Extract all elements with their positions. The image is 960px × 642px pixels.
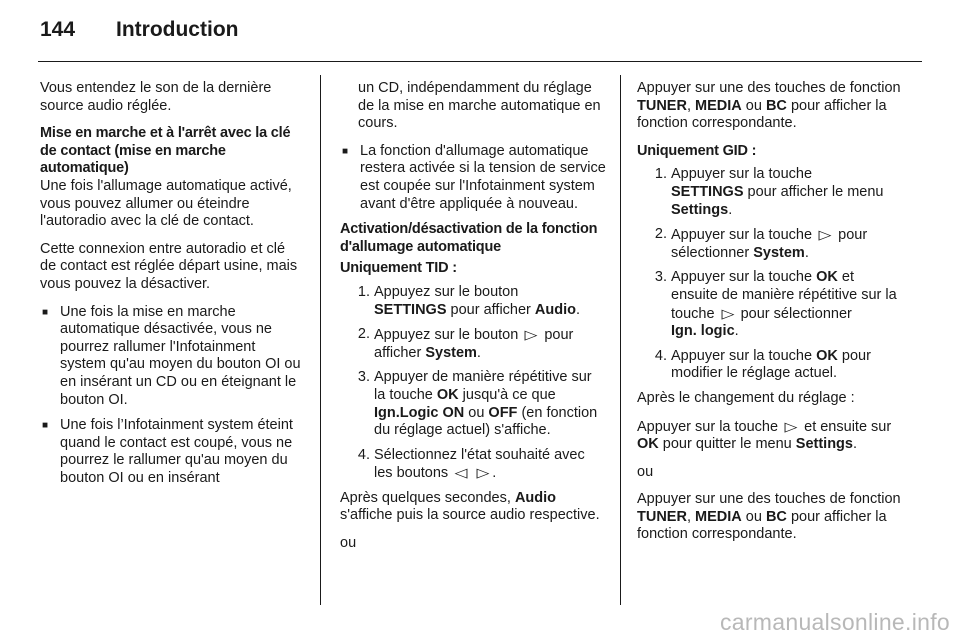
arrow-left-icon: ◁ [454, 465, 468, 481]
bullet-text: Une fois l’Infotainment system éteint quand le contact est coupé, vous ne pourrez le rallumer qu'au moyen du bouton OI ou en insérant [60, 417, 293, 486]
column-2 [340, 80, 606, 563]
arrow-right-icon: ▷ [818, 227, 832, 243]
list-item: 1. Appuyez sur le bouton SETTINGS pour afficher Audio. [357, 283, 581, 318]
arrow-right-icon: ▷ [476, 465, 490, 481]
arrow-right-icon: ▷ [784, 418, 798, 434]
paragraph-ou: ou [637, 463, 654, 480]
subheading-tid: Uniquement TID : [340, 260, 457, 277]
list-item: 3. Appuyer de manière répétitive sur la touche OK jusqu'à ce que Ign.Logic ON ou OFF (en fonction du réglage actuel) s'affiche. [357, 369, 598, 439]
arrow-right-icon: ▷ [524, 327, 538, 343]
list-item: 3. Appuyer sur la touche OK et ensuite de manière répétitive sur la touche ▷ pour sélectionner Ign. logic. [654, 269, 897, 340]
page-header [40, 18, 238, 48]
header-rule [38, 61, 922, 62]
intro-paragraph: Vous entendez le son de la dernière source audio réglée. [40, 80, 272, 114]
bullet-continuation: un CD, indépendamment du réglage de la mise en marche automatique en cours. [358, 80, 601, 132]
page-number: 144 [40, 18, 76, 41]
subheading-gid: Uniquement GID : [637, 142, 757, 159]
paragraph-after-seconds: Après quelques secondes, Audio s'affiche puis la source audio respective. [340, 489, 600, 524]
paragraph-auto-on: Une fois l'allumage automatique activé, vous pouvez allumer ou éteindre l'autoradio avec la clé de contact. [40, 177, 292, 230]
bullet-text: Une fois la mise en marche automatique désactivée, vous ne pourrez rallumer l'Infotainment system qu'au moyen du bouton OI ou en insérant un CD ou en éteignant le bouton OI. [60, 303, 301, 408]
section-heading-auto-on: Mise en marche et à l'arrêt avec la clé de contact (mise en marche automatique) [40, 125, 291, 177]
paragraph-quit-menu: Appuyer sur la touche ▷ et ensuite sur OK pour quitter le menu Settings. [637, 418, 892, 453]
list-item: 2. Appuyer sur la touche ▷ pour sélectionner System. [654, 226, 868, 261]
list-item [40, 417, 305, 487]
watermark-logo: carmanualsonline.info [719, 609, 950, 635]
list-item [340, 143, 606, 213]
column-3 [637, 80, 903, 554]
arrow-right-icon: ▷ [721, 305, 735, 321]
list-item: 1. Appuyer sur la touche SETTINGS pour afficher le menu Settings. [654, 166, 884, 218]
column-divider-2 [620, 75, 621, 605]
list-item: 2. Appuyez sur le bouton ▷ pour afficher System. [357, 326, 574, 361]
bullet-text: La fonction d'allumage automatique restera activée si la tension de service est coupée sur l'Infotainment system avant d'être appliquée à nouveau. [360, 142, 606, 212]
list-item [40, 304, 305, 410]
column-1 [40, 80, 305, 495]
paragraph-factory-setting: Cette connexion entre autoradio et clé de contact est réglée départ usine, mais vous pouvez la désactiver. [40, 240, 298, 292]
paragraph-function-keys-repeat: Appuyer sur une des touches de fonction TUNER, MEDIA ou BC pour afficher la fonction correspondante. [637, 491, 901, 543]
bullet-icon: ■ [42, 306, 49, 318]
column-divider-1 [320, 75, 321, 605]
bullet-icon: ■ [42, 420, 49, 432]
paragraph-after-change: Après le changement du réglage : [637, 389, 855, 406]
list-item: 4. Appuyer sur la touche OK pour modifier le réglage actuel. [654, 347, 871, 382]
list-item: 4. Sélectionnez l'état souhaité avec les boutons ◁ ▷ . [357, 446, 585, 482]
page-title: Introduction [116, 18, 239, 41]
section-heading-activation: Activation/désactivation de la fonction d'allumage automatique [340, 221, 598, 255]
bullet-icon: ■ [342, 145, 349, 157]
paragraph-function-keys: Appuyer sur une des touches de fonction TUNER, MEDIA ou BC pour afficher la fonction correspondante. [637, 80, 901, 132]
paragraph-ou: ou [340, 535, 357, 552]
